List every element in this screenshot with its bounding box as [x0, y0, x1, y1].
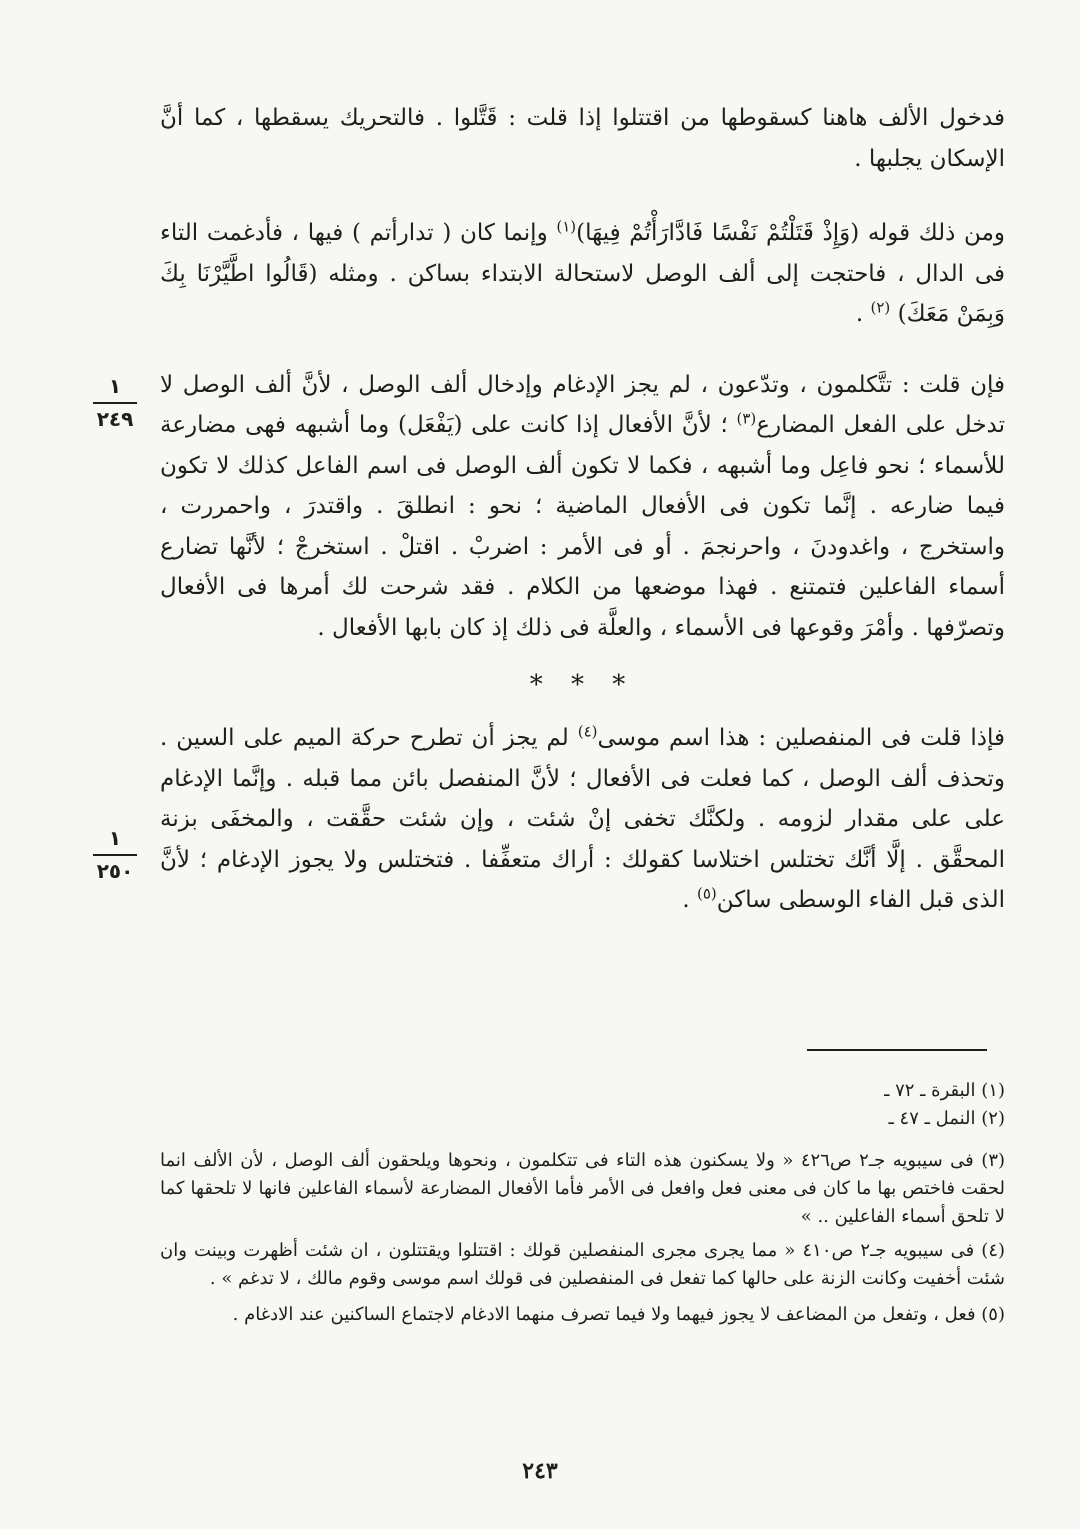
footnote-1: (١) البقرة ـ ٧٢ ـ [884, 1080, 1005, 1101]
footnote-mark-5: (٥) [696, 884, 717, 903]
margin-ref-volume: ١ [108, 374, 122, 398]
paragraph-3-rest: ؛ لأنَّ الأفعال إذا كانت على (يَفْعَل) وما أشبهه فهى مضارعة للأسماء ؛ نحو فاعِل وما أشبهه ، فكما لا تكون ألف الوصل فى اسم الفاعل كذلك لا تكون فيما ضارعه . إنَّما تكون فى الأفعال الماضية ؛ نحو : انطلقَ . واقتدرَ ، واحمررت ، واستخرج ، واغدودنَ ، واحرنجمَ . أو فى الأمر : اضربْ . اقتلْ . استخرجْ ؛ لأنَّها تضارع أسماء الفاعلين فتمتنع . فهذا موضعها من الكلام . فقد شرحت لك أمرها فى الأفعال وتصرّفها . وأمْرَ وقوعها فى الأسماء ، والعلَّة فى ذلك إذ كان بابها الأفعال . [160, 412, 1005, 641]
footnote-mark-3: (٣) [736, 409, 757, 428]
footnote-5: (٥) فعل ، وتفعل من المضاعف لا يجوز فيهما ولا فيما تصرف منهما الادغام لاجتماع الساكنين عند الادغام . [232, 1304, 1005, 1325]
footnote-2: (٢) النمل ـ ٤٧ ـ [888, 1108, 1005, 1129]
footnote-mark-2: (٢) [870, 298, 891, 317]
margin-ref-page: ٢٤٩ [96, 407, 134, 431]
paragraph-4 [160, 718, 1005, 921]
paragraph-3-start: فإن قلت : تتَّكلمون ، وتدّعون ، لم يجز الإدغام وإدخال ألف الوصل ، لأنَّ ألف الوصل لا تدخل على الفعل المضارع [160, 371, 1006, 438]
paragraph-3 [160, 365, 1005, 649]
paragraph-2-rest: وإنما كان ( تدارأتم ) فيها ، فأدغمت التاء فى الدال ، فاحتجت إلى ألف الوصل لاستحالة الابتداء بساكن . ومثله (قَالُوا اطَّيَّرْنَا بِكَ وَبِمَنْ مَعَكَ) [160, 220, 1005, 327]
paragraph-4-end: . [682, 887, 697, 913]
margin-ref-250 [80, 827, 150, 882]
paragraph-2: ومن ذلك قوله (وَإِذْ قَتَلْتُمْ نَفْسًا فَادَّارَأْتُمْ فِيهَا)$^{(١)}$ وإنما كان ( تدارأتم ) فيها ، فأدغمت التاء فى الدال ، فاحتجت إلى ألف الوصل لاستحالة الابتداء بساكن . ومثله (قَالُوا اطَّيَّرْنَا بِكَ وَبِمَنْ مَعَكَ) $^{(٢)}$ . [160, 217, 1005, 327]
footnote-4: (٤) فى سيبويه جـ٢ ص٤١٠ « مما يجرى مجرى المنفصلين قولك : اقتتلوا ويقتتلون ، ان شئت أظهرت وبينت وان شئت أخفيت وكانت الزنة على حالها كما تفعل فى المنفصلين فى قولك اسم موسى وقوم مالك ، لا تدغم » . [160, 1240, 1006, 1289]
quran-quote-1: ومن ذلك قوله (وَإِذْ قَتَلْتُمْ نَفْسًا فَادَّارَأْتُمْ فِيهَا) [576, 220, 1005, 246]
footnote-mark-4: (٤) [577, 722, 598, 741]
footnotes [160, 1077, 1005, 1329]
paragraph-1: فدخول الألف هاهنا كسقوطها من اقتتلوا إذا قلت : قَتَّلوا . فالتحريك يسقطها ، كما أنَّ الإسكان يجلبها . [160, 105, 1005, 172]
page-number: ٢٤٣ [522, 1458, 558, 1484]
margin-ref-volume: ١ [108, 826, 122, 850]
footnote-mark-1: (١) [556, 217, 577, 236]
margin-ref-divider [93, 854, 137, 856]
section-divider: * * * [529, 670, 636, 700]
paragraph-4-rest: لم يجز أن تطرح حركة الميم على السين . وتحذف ألف الوصل ، كما فعلت فى الأفعال ؛ لأنَّ المنفصل بائن مما قبله . وإنَّما الإدغام على على مقدار لزومه . ولكنَّك تخفى إنْ شئت ، وإن شئت حقَّقت ، والمخفَى بزنة المحقَّق . إلَّا أنَّك تختلس اختلاسا كقولك : أراك متعفِّفا . فتختلس ولا يجوز الإدغام ؛ لأنَّ الذى قبل الفاء الوسطى ساكن [160, 725, 1005, 913]
main-text [160, 98, 1005, 921]
margin-ref-page: ٢٥٠ [96, 859, 134, 883]
margin-ref-249 [80, 375, 150, 430]
paragraph-4-start: فإذا قلت فى المنفصلين : هذا اسم موسى [597, 725, 1005, 751]
footnote-separator [807, 1049, 987, 1051]
margin-ref-divider [93, 402, 137, 404]
footnote-3: (٣) فى سيبويه جـ٢ ص٤٢٦ « ولا يسكنون هذه التاء فى تتكلمون ، ونحوها ويلحقون ألف الوصل ، لأن الألف انما لحقت فاختص بها ما كان فى معنى فعل وافعل فى الأمر فأما الأفعال المضارعة لأسماء الفاعلين فانها لا تلحقها كما لا تلحق أسماء الفاعلين .. » [160, 1150, 1006, 1227]
